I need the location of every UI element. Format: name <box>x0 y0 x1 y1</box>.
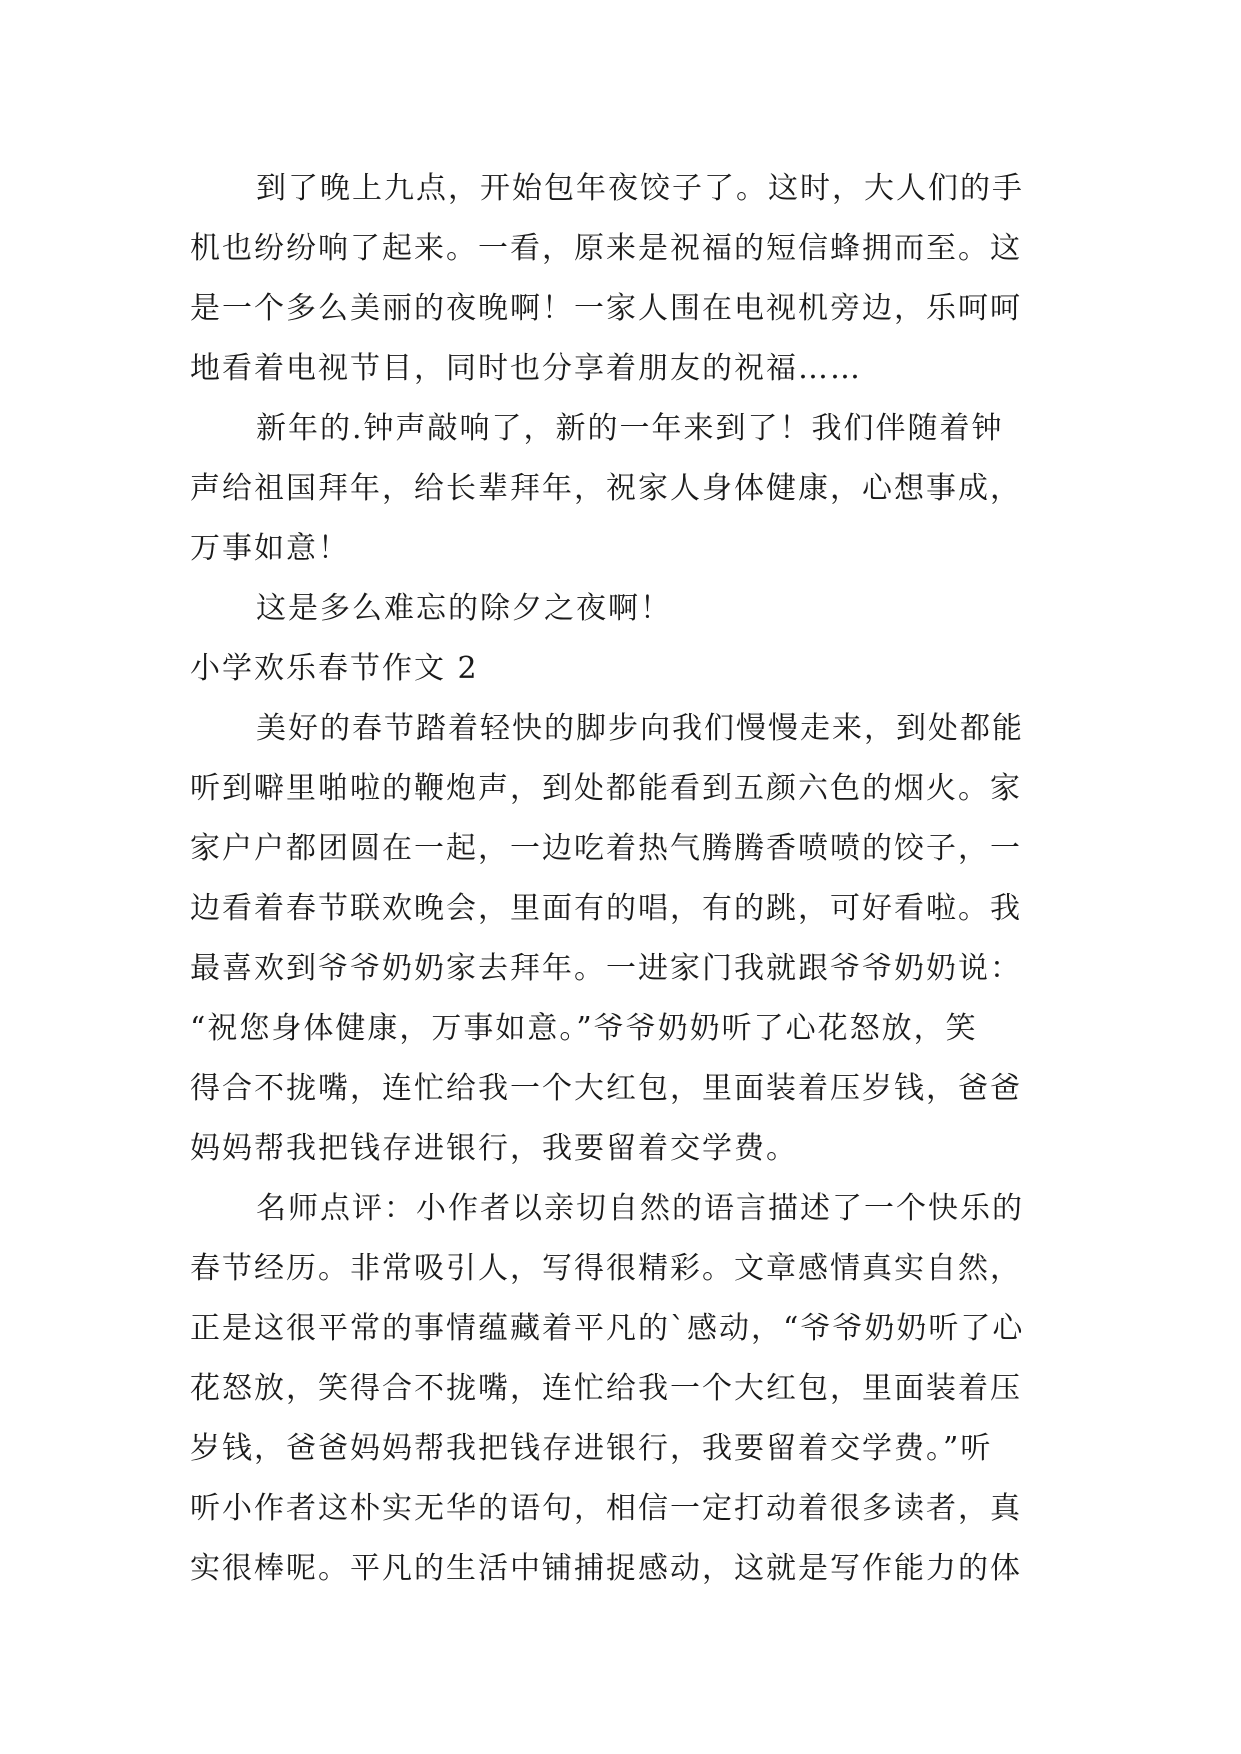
paragraph-line: 春节经历。非常吸引人，写得很精彩。文章感情真实自然， <box>190 1251 1022 1286</box>
paragraph-line: 边看着春节联欢晚会，里面有的唱，有的跳，可好看啦。我 <box>190 891 1022 926</box>
section-heading: 小学欢乐春节作文 2 <box>190 651 479 686</box>
paragraph-line: 万事如意！ <box>190 531 350 566</box>
paragraph-line: 实很棒呢。平凡的生活中铺捕捉感动，这就是写作能力的体 <box>190 1551 1022 1586</box>
paragraph-line: 听到噼里啪啦的鞭炮声，到处都能看到五颜六色的烟火。家 <box>190 771 1022 806</box>
paragraph-line: 美好的春节踏着轻快的脚步向我们慢慢走来，到处都能 <box>256 711 1024 746</box>
paragraph-line: 这是多么难忘的除夕之夜啊！ <box>256 591 672 626</box>
paragraph-line: 家户户都团圆在一起，一边吃着热气腾腾香喷喷的饺子，一 <box>190 831 1022 866</box>
paragraph-line: 新年的.钟声敲响了，新的一年来到了！我们伴随着钟 <box>256 411 1004 446</box>
paragraph-line: 名师点评：小作者以亲切自然的语言描述了一个快乐的 <box>256 1191 1024 1226</box>
paragraph-line: 得合不拢嘴，连忙给我一个大红包，里面装着压岁钱，爸爸 <box>190 1071 1022 1106</box>
paragraph-line: 最喜欢到爷爷奶奶家去拜年。一进家门我就跟爷爷奶奶说： <box>190 951 1022 986</box>
paragraph-line: 听小作者这朴实无华的语句，相信一定打动着很多读者，真 <box>190 1491 1022 1526</box>
paragraph-line: “祝您身体健康，万事如意。”爷爷奶奶听了心花怒放，笑 <box>190 1011 978 1046</box>
document-body <box>190 159 1058 1599</box>
paragraph-line: 妈妈帮我把钱存进银行，我要留着交学费。 <box>190 1131 798 1166</box>
paragraph-line: 机也纷纷响了起来。一看，原来是祝福的短信蜂拥而至。这 <box>190 231 1022 266</box>
paragraph-line: 是一个多么美丽的夜晚啊！一家人围在电视机旁边，乐呵呵 <box>190 291 1022 326</box>
paragraph-line: 到了晚上九点，开始包年夜饺子了。这时，大人们的手 <box>256 171 1024 206</box>
paragraph-line: 声给祖国拜年，给长辈拜年，祝家人身体健康，心想事成， <box>190 471 1022 506</box>
paragraph-line: 地看着电视节目，同时也分享着朋友的祝福…… <box>190 351 862 386</box>
paragraph-line: 花怒放，笑得合不拢嘴，连忙给我一个大红包，里面装着压 <box>190 1371 1022 1406</box>
paragraph-line: 岁钱，爸爸妈妈帮我把钱存进银行，我要留着交学费。”听 <box>190 1431 993 1466</box>
paragraph-line: 正是这很平常的事情蕴藏着平凡的`感动，“爷爷奶奶听了心 <box>190 1311 1025 1346</box>
